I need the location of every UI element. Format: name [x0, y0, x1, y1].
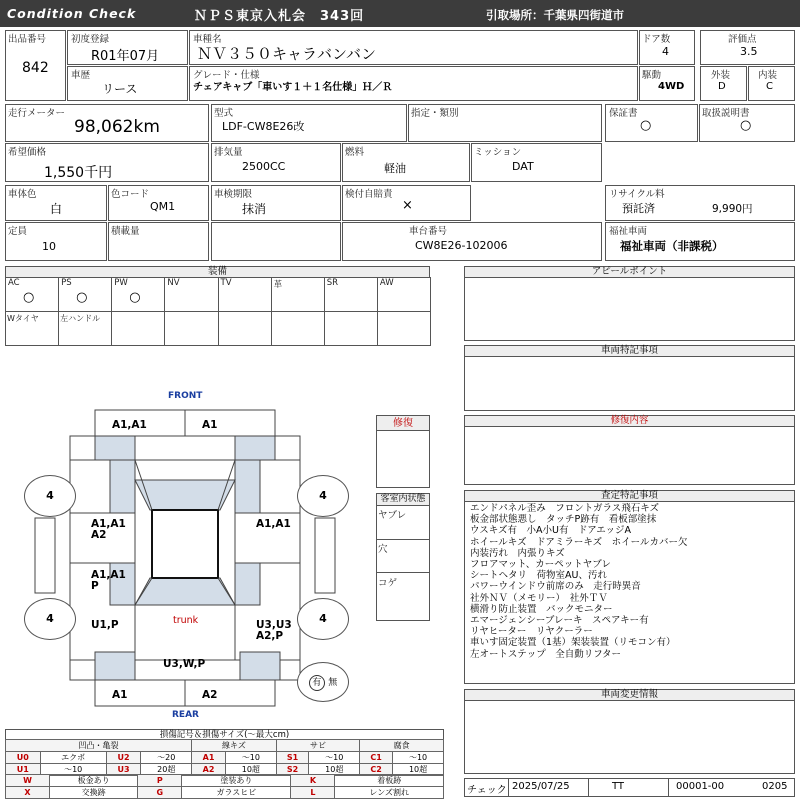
- check-date: 2025/07/25: [512, 781, 570, 792]
- legend-table: [5, 739, 444, 776]
- legend-code: U0: [6, 752, 41, 764]
- welfare: 福祉車両（非課税）: [620, 239, 724, 253]
- blank-cell: [211, 222, 341, 261]
- legend-desc: レンズ割れ: [335, 787, 444, 799]
- interior-label: 内装: [758, 70, 778, 81]
- legend-code: U2: [106, 752, 141, 764]
- equipment-cell: [164, 311, 218, 346]
- mark-left-front: A1,A1 A2: [91, 518, 126, 541]
- score: 3.5: [740, 45, 758, 58]
- legend-desc: 交換跡: [50, 787, 138, 799]
- equipment-cell: [218, 311, 272, 346]
- inspection-value: 抹消: [242, 202, 267, 216]
- equipment-title: 装備: [5, 266, 430, 278]
- legend-group-scratch: 線キズ: [192, 740, 277, 752]
- mark-right-front: A1,A1: [256, 518, 291, 530]
- legend-group-corrosion: 腐食: [360, 740, 444, 752]
- capacity-label: 定員: [8, 226, 28, 237]
- welfare-label: 福祉車両: [609, 226, 648, 237]
- repair-area: [376, 430, 430, 488]
- legend-desc: 10超: [393, 764, 444, 776]
- inspection-note-line: ホイールキズ ドアミラーキズ ホイールカバー欠: [470, 536, 688, 548]
- legend-desc: 10超: [225, 764, 276, 776]
- equipment-cell: [324, 311, 378, 346]
- legend-group-rust: サビ: [276, 740, 359, 752]
- color-code: QM1: [150, 200, 176, 213]
- legend-code: W: [6, 775, 50, 787]
- changes-title: 車両変更情報: [464, 689, 795, 701]
- inspection-note-line: エンドパネル歪み フロントガラス飛石キズ: [470, 503, 660, 514]
- fuel-label: 燃料: [345, 147, 365, 158]
- legend-desc: 着板跡: [335, 775, 444, 787]
- liability-label: 検付自賠責: [345, 189, 393, 200]
- legend-desc: ～10: [393, 752, 444, 764]
- legend-desc: ～10: [40, 764, 106, 776]
- mark-left-rear: U1,P: [91, 619, 119, 631]
- inspection-note-line: 左オートステップ 全自動リフター: [470, 648, 622, 660]
- mark-right-rear: U3,U3 A2,P: [256, 619, 292, 642]
- tire-front-left: 4: [24, 475, 76, 517]
- front-label: FRONT: [168, 391, 203, 401]
- manual-label: 取扱説明書: [702, 108, 750, 119]
- legend-code: A2: [192, 764, 226, 776]
- exterior-label: 外装: [711, 70, 731, 81]
- inspection-note-line: リヤヒーター リヤクーラー: [470, 626, 593, 638]
- mark-rear-center: U3,W,P: [163, 658, 206, 670]
- equipment-mark: ○: [23, 290, 35, 305]
- price: 1,550千円: [44, 165, 113, 181]
- equipment-label: 革: [273, 280, 283, 290]
- repair-detail-title: 修復内容: [464, 415, 795, 427]
- legend-desc: ～20: [141, 752, 192, 764]
- check-code: 00001-00: [676, 781, 725, 792]
- mark-rear-left: A1: [112, 689, 128, 701]
- legend-code: G: [138, 787, 182, 799]
- tire-rear-left: 4: [24, 598, 76, 640]
- fuel: 軽油: [384, 162, 406, 175]
- designation-label: 指定・類別: [411, 108, 459, 119]
- first-reg: R01年07月: [91, 49, 160, 64]
- pickup-location: 引取場所：千葉県四街道市: [486, 8, 624, 22]
- color-code-label: 色コード: [111, 189, 150, 200]
- tire-rear-right: 4: [297, 598, 349, 640]
- first-reg-label: 初度登録: [71, 34, 110, 45]
- inspection-label: 車検期限: [214, 189, 253, 200]
- legend-code: L: [291, 787, 335, 799]
- inspection-note-line: シートヘタリ 荷物室AU、汚れ: [470, 570, 607, 582]
- chassis: CW8E26-102006: [415, 239, 508, 252]
- legend-desc: 板金あり: [50, 775, 138, 787]
- legend-code: C2: [360, 764, 393, 776]
- inspection-note-line: 社外ＮＶ（メモリー） 社外ＴＶ: [470, 592, 608, 604]
- equipment-mark: ○: [76, 290, 88, 305]
- mileage: 98,062km: [74, 117, 160, 137]
- legend-desc: 10超: [309, 764, 360, 776]
- legend-desc: 塗装あり: [182, 775, 291, 787]
- equipment-cell: [111, 311, 165, 346]
- appeal-area: [464, 277, 795, 341]
- history: リース: [102, 82, 138, 96]
- equipment-extra-label: Wタイヤ: [7, 314, 39, 323]
- body-color: 白: [50, 202, 63, 216]
- legend-code: U1: [6, 764, 41, 776]
- changes-area: [464, 700, 795, 774]
- special-area: [464, 356, 795, 411]
- legend-code: P: [138, 775, 182, 787]
- check-label: チェック: [467, 785, 507, 796]
- legend-group-dent: 凹凸・亀裂: [6, 740, 192, 752]
- mission-label: ミッション: [474, 147, 522, 158]
- brand-title: Condition Check: [7, 6, 137, 21]
- legend-desc: ～10: [309, 752, 360, 764]
- equipment-label: SR: [326, 278, 339, 288]
- interior: C: [766, 81, 773, 92]
- spare-tire: [297, 662, 349, 702]
- repair-detail-area: [464, 426, 795, 485]
- repair-title: 修復: [376, 415, 430, 431]
- warranty-label: 保証書: [609, 108, 638, 119]
- equipment-label: NV: [167, 278, 180, 288]
- capacity: 10: [42, 240, 56, 253]
- recycle-label: リサイクル料: [609, 189, 665, 200]
- equipment-label: AC: [8, 278, 20, 288]
- manual: ○: [740, 118, 752, 133]
- auction-title: ＮＰＳ東京入札会 343回: [194, 9, 365, 24]
- inspection-notes-title: 査定特記事項: [464, 490, 795, 502]
- inspection-note-line: 車いす固定装置（1基）架装装置（リモコン有）: [470, 637, 676, 649]
- body-color-label: 車体色: [8, 189, 37, 200]
- exterior: D: [718, 81, 726, 92]
- warranty: ○: [640, 118, 652, 133]
- inspection-note-line: エマージェンシーブレーキ スペアキー有: [470, 615, 649, 627]
- appeal-title: アピールポイント: [464, 266, 795, 278]
- equipment-label: TV: [220, 278, 232, 288]
- mark-front-left: A1,A1: [112, 419, 147, 431]
- legend-code: U3: [106, 764, 141, 776]
- check-number: 0205: [762, 781, 788, 792]
- equipment-extra-label: 左ハンドル: [60, 314, 101, 323]
- legend-desc: 20超: [141, 764, 192, 776]
- legend-desc: ガラスヒビ: [182, 787, 291, 799]
- cabin-item-hole: 穴: [378, 544, 388, 555]
- drive: 4WD: [658, 81, 685, 92]
- exhibit-no-label: 出品番号: [8, 34, 47, 45]
- inspection-note-line: 内装汚れ 内張りキズ: [470, 547, 565, 559]
- doors-label: ドア数: [642, 34, 671, 45]
- check-inspector: TT: [612, 781, 625, 792]
- trunk-label: trunk: [173, 615, 199, 626]
- legend-table-2: [5, 774, 444, 799]
- cabin-title: 客室内状態: [376, 493, 430, 506]
- legend-code: K: [291, 775, 335, 787]
- model-name: ＮＶ３５０キャラバンバン: [197, 45, 376, 63]
- legend-code: A1: [192, 752, 226, 764]
- inspection-notes: [470, 503, 687, 660]
- exhibit-no: 842: [22, 60, 49, 76]
- price-label: 希望価格: [8, 147, 47, 158]
- history-label: 車歴: [71, 70, 91, 81]
- legend-desc: ～10: [225, 752, 276, 764]
- grade-label: グレード・仕様: [193, 70, 260, 81]
- chassis-label: 車台番号: [409, 226, 448, 237]
- legend-code: C1: [360, 752, 393, 764]
- load-label: 積載量: [111, 226, 140, 237]
- type: LDF-CW8E26改: [222, 120, 305, 133]
- tire-front-right: 4: [297, 475, 349, 517]
- cabin-area: [376, 505, 430, 621]
- mission: DAT: [512, 160, 534, 173]
- inspection-note-line: 横滑り防止装置 バックモニター: [470, 603, 613, 615]
- mark-front-right: A1: [202, 419, 218, 431]
- equipment-label: AW: [379, 278, 394, 288]
- recycle-amount: 9,990円: [712, 203, 753, 215]
- spare-absent-mark: 無: [328, 678, 338, 688]
- equipment-cell: [271, 311, 325, 346]
- inspection-note-line: ウスキズ有 小A小U有 ドアエッジA: [470, 525, 632, 537]
- drive-label: 駆動: [642, 70, 662, 81]
- mark-left-mid: A1,A1 P: [91, 569, 126, 592]
- mileage-label: 走行メーター: [8, 108, 66, 119]
- type-label: 型式: [214, 108, 234, 119]
- cabin-item-burn: コゲ: [378, 578, 398, 589]
- inspection-note-line: パワーウインドウ前席のみ 走行時異音: [470, 581, 641, 593]
- doors: 4: [662, 45, 669, 58]
- legend-title: 損傷記号＆損傷サイズ(～最大cm): [5, 729, 444, 740]
- model-name-label: 車種名: [193, 34, 222, 45]
- spare-present-mark: 有: [309, 675, 325, 691]
- cabin-item-tear: ヤブレ: [378, 510, 407, 521]
- liability: ×: [402, 198, 413, 213]
- equipment-cell: [377, 311, 431, 346]
- rear-label: REAR: [172, 710, 199, 720]
- displacement-label: 排気量: [214, 147, 243, 158]
- legend-code: S1: [276, 752, 309, 764]
- legend-code: X: [6, 787, 50, 799]
- equipment-mark: ○: [129, 290, 141, 305]
- recycle-status: 預託済: [622, 202, 655, 215]
- inspection-note-line: 板金部状態悪し タッチP跡有 看板部塗抹: [470, 514, 657, 526]
- grade: チェアキャブ「車いす１＋１名仕様」Ｈ／Ｒ: [193, 82, 393, 93]
- mark-rear-right: A2: [202, 689, 218, 701]
- score-label: 評価点: [728, 34, 757, 45]
- inspection-note-line: フロアマット、カーペットヤブレ: [470, 559, 611, 571]
- legend-desc: エクボ: [40, 752, 106, 764]
- equipment-label: PW: [114, 278, 128, 288]
- displacement: 2500CC: [242, 160, 286, 173]
- special-title: 車両特記事項: [464, 345, 795, 357]
- equipment-label: PS: [61, 278, 72, 288]
- legend-code: S2: [276, 764, 309, 776]
